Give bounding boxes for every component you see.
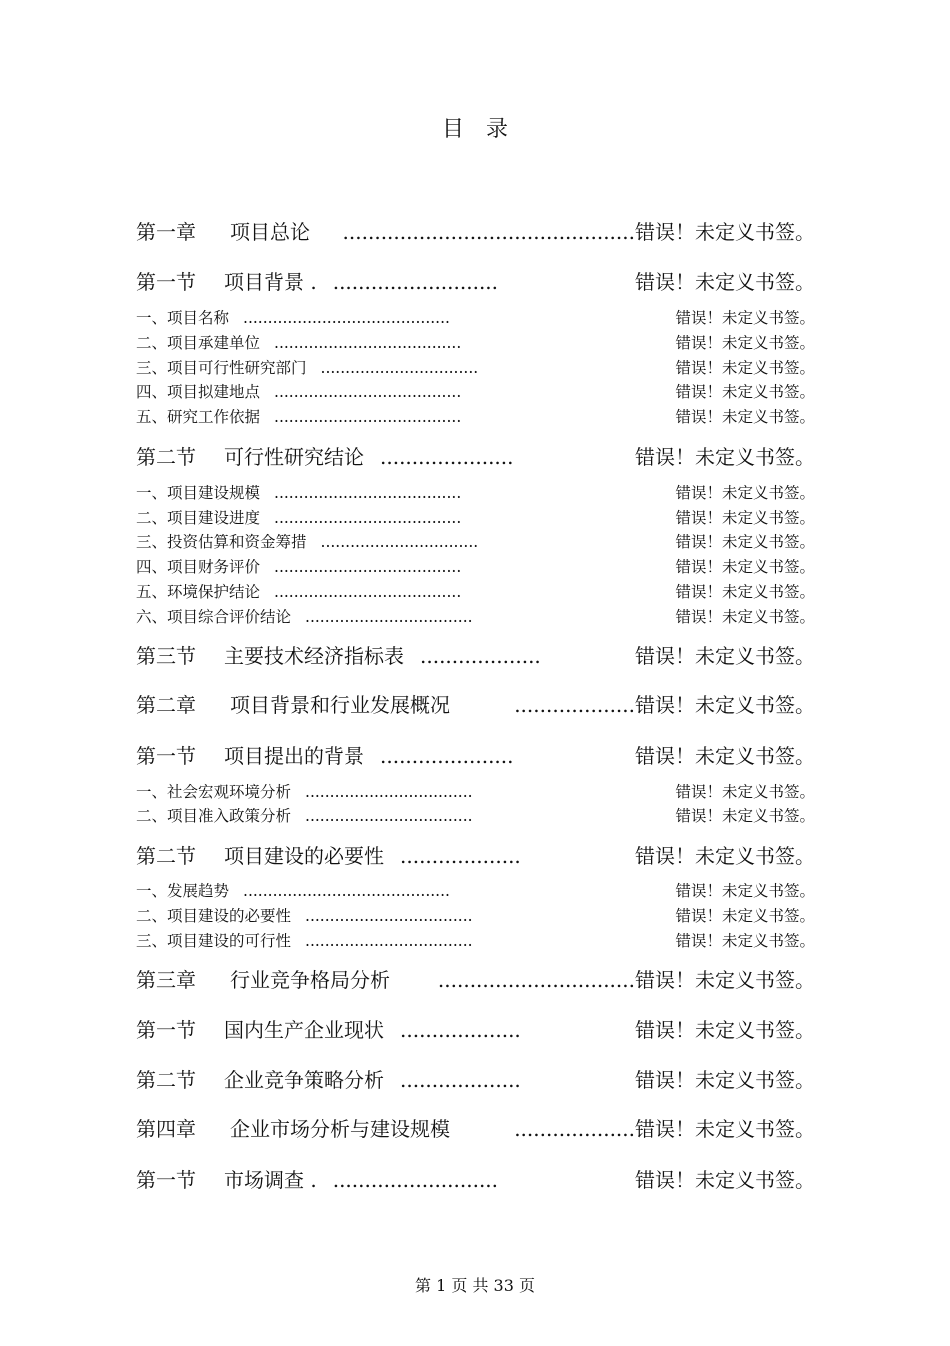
toc-entry-label: 发展趋势 [167, 882, 230, 900]
toc-entry-page-ref: 错误！未定义书签。 [675, 408, 815, 426]
toc-entry-section[interactable] [136, 740, 815, 769]
toc-entry-page-ref: 错误！未定义书签。 [675, 558, 815, 576]
toc-entry-number: 第三节 [136, 644, 196, 668]
toc-entry-number: 五、 [136, 583, 168, 601]
toc-entry-label: 项目可行性研究部门 [167, 359, 307, 377]
toc-entry-leader: ................... [514, 693, 635, 717]
toc-entry-section[interactable] [136, 1164, 815, 1193]
toc-entry-page-ref: 错误！未定义书签。 [675, 608, 815, 626]
toc-entry-item[interactable] [136, 356, 815, 378]
toc-entry-page-ref: 错误！未定义书签。 [635, 693, 815, 717]
toc-entry-label: 企业市场分析与建设规模 [230, 1117, 450, 1141]
toc-entry-leader: ..................... [380, 445, 514, 469]
toc-entry-page-ref: 错误！未定义书签。 [675, 359, 815, 377]
toc-entry-leader: ...................................... [274, 334, 462, 352]
toc-entry-number: 六、 [136, 608, 168, 626]
toc-entry-leader: .................................. [305, 783, 473, 801]
toc-entry-page-ref: 错误！未定义书签。 [675, 807, 815, 825]
toc-entry-label: 项目名称 [167, 309, 230, 327]
toc-entry-label: 国内生产企业现状 [224, 1018, 384, 1042]
toc-entry-page-ref: 错误！未定义书签。 [675, 932, 815, 950]
toc-entry-number: 第四章 [136, 1117, 196, 1141]
toc-entry-leader: ...................................... [274, 383, 462, 401]
toc-entry-chapter[interactable] [136, 964, 815, 993]
toc-entry-leader: ...................................... [274, 484, 462, 502]
toc-entry-page-ref: 错误！未定义书签。 [635, 744, 815, 768]
toc-entry-number: 三、 [136, 932, 168, 950]
toc-entry-leader: ..................... [380, 744, 514, 768]
toc-entry-number: 一、 [136, 309, 168, 327]
toc-entry-leader: .................................. [305, 807, 473, 825]
page-title: 目 录 [441, 117, 508, 142]
toc-entry-label: 主要技术经济指标表 [224, 644, 404, 668]
toc-entry-number: 一、 [136, 783, 168, 801]
toc-entry-number: 一、 [136, 484, 168, 502]
toc-entry-number: 第一节 [136, 270, 196, 294]
toc-entry-leader: .......................... [332, 1168, 499, 1192]
toc-entry-label: 项目建设的必要性 [224, 844, 384, 868]
toc-entry-number: 三、 [136, 359, 168, 377]
toc-entry-label: 环境保护结论 [167, 583, 261, 601]
toc-entry-number: 四、 [136, 558, 168, 576]
toc-entry-label: 项目建设进度 [167, 509, 261, 527]
toc-entry-item[interactable] [136, 380, 815, 402]
toc-entry-number: 二、 [136, 509, 168, 527]
toc-entry-number: 第一节 [136, 1018, 196, 1042]
toc-entry-leader: ............................... [437, 968, 635, 992]
toc-entry-section[interactable] [136, 1064, 815, 1093]
toc-entry-item[interactable] [136, 405, 815, 427]
toc-entry-page-ref: 错误！未定义书签。 [635, 1168, 815, 1192]
toc-entry-item[interactable] [136, 555, 815, 577]
toc-entry-number: 第二节 [136, 445, 196, 469]
toc-entry-item[interactable] [136, 331, 815, 353]
toc-entry-item[interactable] [136, 506, 815, 528]
toc-entry-label: 行业竞争格局分析 [230, 968, 390, 992]
toc-entry-leader: ...................................... [274, 408, 462, 426]
toc-entry-leader: ................................ [320, 359, 479, 377]
toc-entry-number: 第二章 [136, 693, 196, 717]
toc-entry-page-ref: 错误！未定义书签。 [635, 644, 815, 668]
toc-entry-leader: .............................................. [342, 220, 635, 244]
toc-entry-number: 二、 [136, 807, 168, 825]
toc-entry-leader: ................... [400, 1068, 521, 1092]
toc-entry-number: 二、 [136, 907, 168, 925]
toc-entry-section[interactable] [136, 840, 815, 869]
toc-entry-number: 四、 [136, 383, 168, 401]
toc-entry-item[interactable] [136, 481, 815, 503]
toc-entry-page-ref: 错误！未定义书签。 [635, 445, 815, 469]
toc-entry-page-ref: 错误！未定义书签。 [635, 220, 815, 244]
toc-entry-page-ref: 错误！未定义书签。 [635, 968, 815, 992]
toc-entry-item[interactable] [136, 879, 815, 901]
toc-entry-page-ref: 错误！未定义书签。 [675, 383, 815, 401]
toc-entry-leader: .......................................... [243, 309, 450, 327]
toc-entry-page-ref: 错误！未定义书签。 [675, 484, 815, 502]
toc-entry-label: 项目准入政策分析 [167, 807, 292, 825]
toc-entry-leader: .......................... [332, 270, 499, 294]
toc-entry-label: 市场调查 . [224, 1168, 317, 1192]
toc-entry-item[interactable] [136, 530, 815, 552]
toc-entry-page-ref: 错误！未定义书签。 [675, 907, 815, 925]
toc-entry-chapter[interactable] [136, 689, 815, 718]
toc-entry-chapter[interactable] [136, 216, 815, 245]
toc-entry-number: 三、 [136, 533, 168, 551]
toc-entry-number: 一、 [136, 882, 168, 900]
toc-entry-leader: .................................. [305, 932, 473, 950]
toc-entry-item[interactable] [136, 306, 815, 328]
toc-entry-label: 项目提出的背景 [224, 744, 364, 768]
toc-entry-page-ref: 错误！未定义书签。 [675, 783, 815, 801]
toc-entry-label: 社会宏观环境分析 [167, 783, 292, 801]
toc-entry-number: 第二节 [136, 844, 196, 868]
toc-entry-item[interactable] [136, 780, 815, 802]
toc-entry-leader: .......................................... [243, 882, 450, 900]
toc-entry-label: 项目建设规模 [167, 484, 261, 502]
toc-entry-leader: .................................. [305, 907, 473, 925]
toc-entry-page-ref: 错误！未定义书签。 [675, 583, 815, 601]
toc-entry-chapter[interactable] [136, 1113, 815, 1142]
toc-entry-leader: ...................................... [274, 558, 462, 576]
toc-entry-section[interactable] [136, 266, 815, 295]
toc-entry-page-ref: 错误！未定义书签。 [635, 844, 815, 868]
toc-entry-number: 第一节 [136, 1168, 196, 1192]
toc-entry-label: 项目综合评价结论 [167, 608, 292, 626]
toc-entry-label: 企业竞争策略分析 [224, 1068, 384, 1092]
toc-entry-item[interactable] [136, 804, 815, 826]
toc-entry-page-ref: 错误！未定义书签。 [635, 1018, 815, 1042]
toc-entry-page-ref: 错误！未定义书签。 [635, 270, 815, 294]
toc-entry-number: 五、 [136, 408, 168, 426]
toc-entry-number: 第一章 [136, 220, 196, 244]
toc-entry-section[interactable] [136, 1014, 815, 1043]
toc-entry-label: 可行性研究结论 [224, 445, 364, 469]
toc-entry-section[interactable] [136, 441, 815, 470]
toc-entry-item[interactable] [136, 904, 815, 926]
toc-entry-leader: ...................................... [274, 509, 462, 527]
toc-entry-number: 二、 [136, 334, 168, 352]
toc-entry-section[interactable] [136, 640, 815, 669]
toc-entry-leader: ................... [400, 844, 521, 868]
toc-entry-page-ref: 错误！未定义书签。 [675, 882, 815, 900]
toc-entry-page-ref: 错误！未定义书签。 [675, 334, 815, 352]
toc-entry-label: 项目背景 . [224, 270, 317, 294]
toc-entry-leader: ................... [420, 644, 541, 668]
page-footer: 第 1 页 共 33 页 [415, 1276, 535, 1295]
toc-entry-label: 项目财务评价 [167, 558, 261, 576]
toc-entry-leader: .................................. [305, 608, 473, 626]
toc-entry-label: 项目建设的必要性 [167, 907, 292, 925]
toc-entry-label: 项目总论 [230, 220, 310, 244]
toc-entry-label: 投资估算和资金筹措 [167, 533, 307, 551]
toc-entry-page-ref: 错误！未定义书签。 [675, 309, 815, 327]
toc-entry-label: 项目背景和行业发展概况 [230, 693, 450, 717]
toc-entry-label: 研究工作依据 [167, 408, 261, 426]
toc-entry-item[interactable] [136, 929, 815, 951]
toc-entry-leader: ...................................... [274, 583, 462, 601]
toc-entry-number: 第一节 [136, 744, 196, 768]
toc-entry-item[interactable] [136, 580, 815, 602]
toc-entry-leader: ................................ [320, 533, 479, 551]
toc-entry-page-ref: 错误！未定义书签。 [675, 533, 815, 551]
toc-entry-leader: ................... [400, 1018, 521, 1042]
toc-entry-label: 项目承建单位 [167, 334, 261, 352]
toc-entry-label: 项目建设的可行性 [167, 932, 292, 950]
toc-entry-page-ref: 错误！未定义书签。 [635, 1117, 815, 1141]
toc-entry-label: 项目拟建地点 [167, 383, 261, 401]
toc-entry-number: 第二节 [136, 1068, 196, 1092]
toc-entry-number: 第三章 [136, 968, 196, 992]
toc-entry-page-ref: 错误！未定义书签。 [635, 1068, 815, 1092]
toc-entry-page-ref: 错误！未定义书签。 [675, 509, 815, 527]
toc-entry-leader: ................... [514, 1117, 635, 1141]
toc-entry-item[interactable] [136, 605, 815, 627]
